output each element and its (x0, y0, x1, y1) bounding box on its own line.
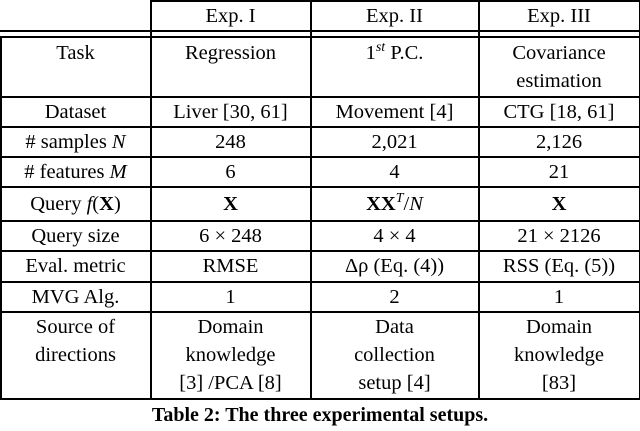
header-exp-1: Exp. I (205, 4, 256, 27)
cell-source-exp-2: Data collection setup [4] (354, 316, 435, 394)
cell-query-size-exp-1: 6 × 248 (199, 224, 262, 247)
cell-query-exp-2: $XX^T/N$ (366, 190, 423, 215)
cell-eval-exp-2: Δρ (Eq. (4)) (344, 255, 445, 277)
row-label-query: Query f(X) (30, 192, 121, 215)
header-exp-2: Exp. II (366, 4, 423, 27)
header-exp-3: Exp. III (527, 4, 591, 27)
cell-samples-exp-1: 248 (215, 130, 246, 153)
cell-task-exp-3: Covariance estimation (512, 41, 606, 92)
cell-samples-exp-3: 2,126 (535, 130, 583, 153)
cell-features-exp-2: 4 (389, 160, 400, 183)
cell-eval-exp-1: RMSE (202, 255, 259, 277)
cell-source-exp-3: Domain knowledge [83] (514, 316, 604, 394)
row-label-mvg-alg: MVG Alg. (31, 285, 120, 308)
cell-features-exp-3: 21 (548, 160, 570, 183)
cell-mvg-exp-3: 1 (553, 285, 565, 308)
cell-dataset-exp-3: CTG [18, 61] (503, 100, 615, 123)
cell-source-exp-1: Domain knowledge [3] /PCA [8] (179, 316, 282, 394)
row-label-query-size: Query size (31, 224, 120, 247)
cell-dataset-exp-1: Liver [30, 61] (173, 100, 288, 123)
cell-samples-exp-2: 2,021 (371, 130, 418, 153)
cell-query-exp-1: X (223, 192, 238, 215)
row-label-task: Task (56, 42, 95, 64)
cell-query-size-exp-2: 4 × 4 (373, 224, 416, 247)
cell-task-exp-1: Regression (184, 42, 277, 64)
cell-dataset-exp-2: Movement [4] (335, 100, 454, 123)
row-label-samples: # samples N (25, 130, 126, 153)
row-label-features: # features M (24, 160, 127, 183)
row-label-source: Source of directions (35, 316, 116, 366)
cell-mvg-exp-1: 1 (225, 285, 236, 308)
row-label-dataset: Dataset (44, 100, 107, 123)
cell-query-exp-3: X (551, 192, 567, 215)
row-label-eval-metric: Eval. metric (25, 255, 126, 277)
cell-task-exp-2: 1st P.C. (365, 40, 424, 64)
cell-eval-exp-3: RSS (Eq. (5)) (502, 255, 616, 277)
table-caption: Table 2: The three experimental setups. (151, 404, 489, 426)
cell-query-size-exp-3: 21 × 2126 (517, 224, 601, 247)
cell-features-exp-1: 6 (225, 160, 236, 183)
cell-mvg-exp-2: 2 (389, 285, 400, 308)
